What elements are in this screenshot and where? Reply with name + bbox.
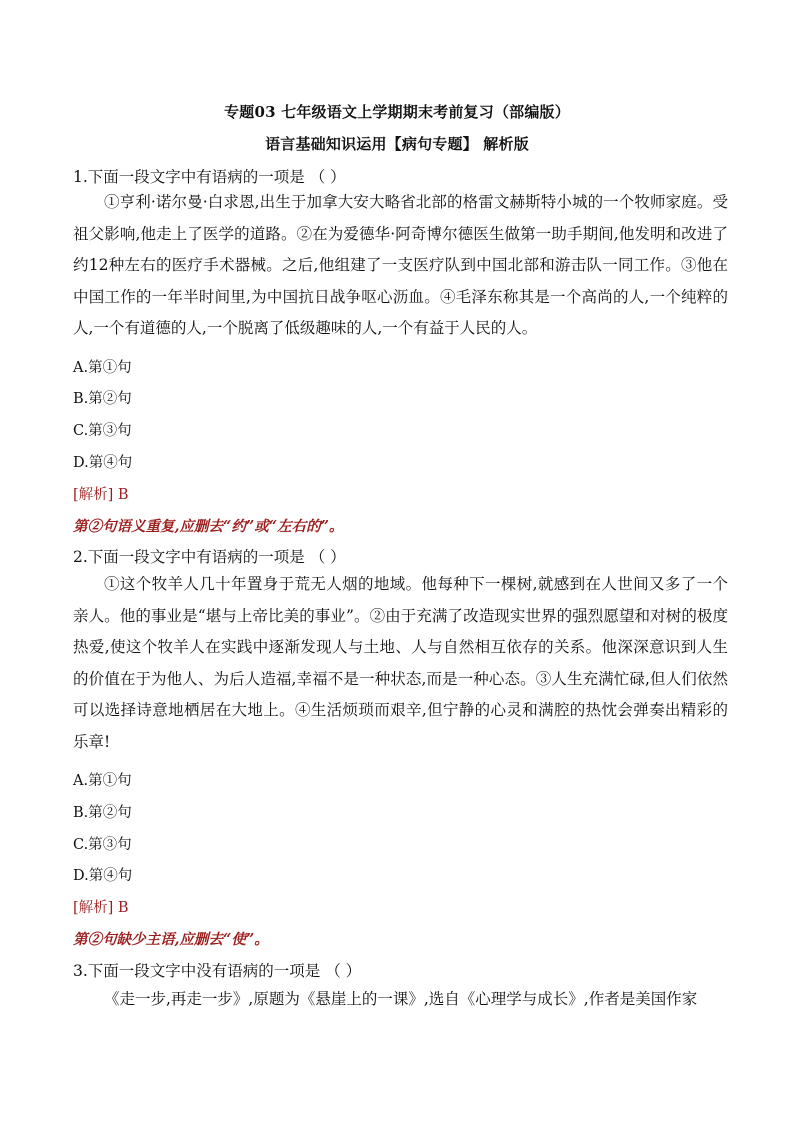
question-1-option-d: D.第④句 — [73, 455, 133, 471]
question-1-option-b: B.第②句 — [73, 391, 132, 407]
question-2-option-c: C.第③句 — [73, 837, 132, 853]
question-1-stem: 1.下面一段文字中有语病的一项是 （ ） — [73, 168, 346, 186]
document-subtitle: 语言基础知识运用【病句专题】 解析版 — [265, 135, 529, 153]
question-1-passage: ①亨利·诺尔曼·白求恩,出生于加拿大安大略省北部的格雷文赫斯特小城的一个牧师家庭。受祖父影响,他走上了医学的道路。②在为爱德华·阿奇博尔德医生做第一助手期间,他发明和改进了约12种左右的医疗手术器械。之后,他组建了一支医疗队到中国北部和游击队一同工作。③他在中国工作的一年半时间里,为中国抗日战争呕心沥血。④毛泽东称其是一个高尚的人,一个纯粹的人,一个有道德的人,一个脱离了低级趣味的人,一个有益于人民的人。 — [73, 193, 728, 337]
document-title: 专题03 七年级语文上学期期末考前复习（部编版） — [224, 103, 570, 121]
question-2-answer: [解析] B — [73, 900, 129, 916]
question-1-option-a: A.第①句 — [73, 360, 132, 376]
question-3-stem: 3.下面一段文字中没有语病的一项是 （ ） — [73, 962, 362, 980]
question-2-option-d: D.第④句 — [73, 868, 133, 884]
question-1-option-c: C.第③句 — [73, 423, 132, 439]
question-1-answer: [解析] B — [73, 487, 129, 503]
question-2-option-b: B.第②句 — [73, 805, 132, 821]
question-1-explanation: 第②句语义重复,应删去“约”或“左右的”。 — [73, 518, 344, 535]
question-2-passage: ①这个牧羊人几十年置身于荒无人烟的地域。他每种下一棵树,就感到在人世间又多了一个亲人。他的事业是“堪与上帝比美的事业”。②由于充满了改造现实世界的强烈愿望和对树的极度热爱,使这个牧羊人在实践中逐渐发现人与土地、人与自然相互依存的关系。他深深意识到人生的价值在于为他人、为后人造福,幸福不是一种状态,而是一种心态。③人生充满忙碌,但人们依然可以选择诗意地栖居在大地上。④生活烦琐而艰辛,但宁静的心灵和满腔的热忱会弹奏出精彩的乐章! — [73, 575, 728, 751]
question-3-passage: 《走一步,再走一步》,原题为《悬崖上的一课》,选自《心理学与成长》,作者是美国作家 — [104, 990, 698, 1008]
question-2-option-a: A.第①句 — [73, 773, 132, 789]
question-2-explanation: 第②句缺少主语,应删去“使”。 — [73, 931, 269, 948]
question-2-stem: 2.下面一段文字中有语病的一项是 （ ） — [73, 548, 346, 566]
